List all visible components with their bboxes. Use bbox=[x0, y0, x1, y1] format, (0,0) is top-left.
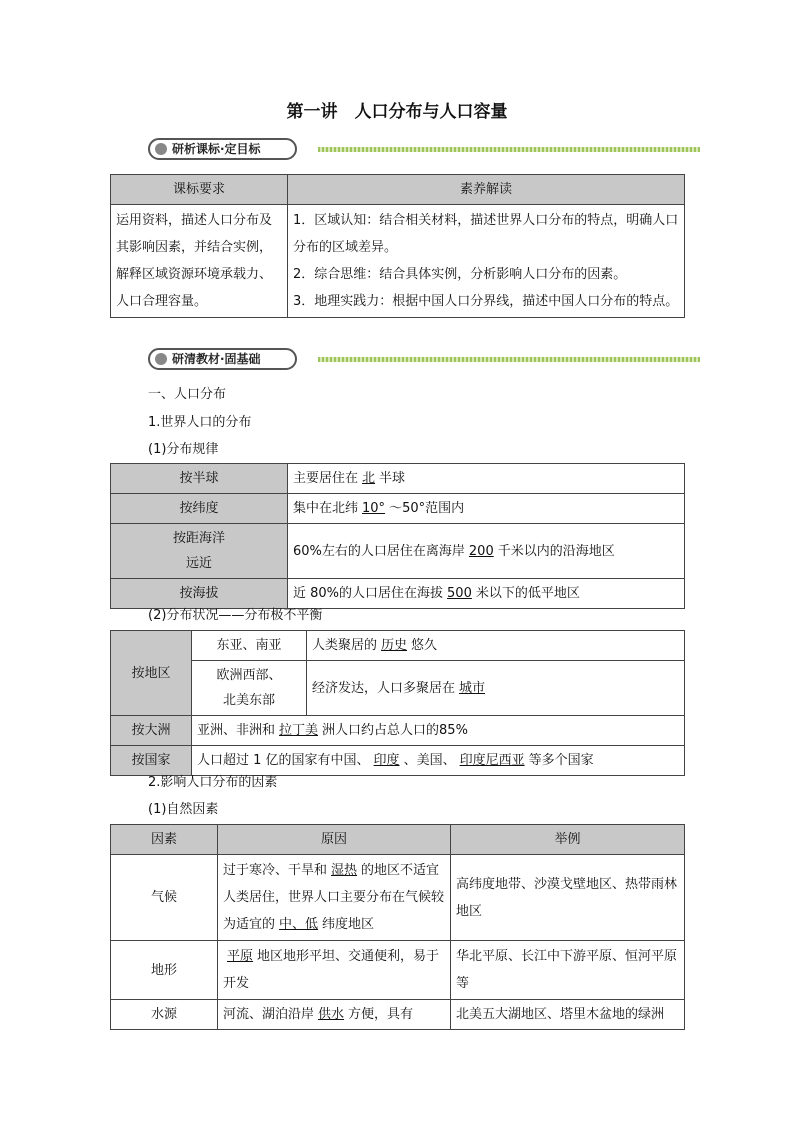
heading-distribution-status: (2)分布状况——分布极不平衡 bbox=[148, 608, 323, 623]
row-ocean-label: 按距海洋 远近 bbox=[111, 524, 288, 579]
literacy-item-3: 3．地理实践力：根据中国人口分界线，描述中国人口分布的特点。 bbox=[293, 294, 679, 309]
example-water: 北美五大湖地区、塔里木盆地的绿洲 bbox=[451, 1000, 685, 1030]
heading-natural-factors: (1)自然因素 bbox=[148, 802, 219, 817]
reason-terrain: 平原 地区地形平坦、交通便利，易于开发 bbox=[218, 941, 451, 1000]
example-terrain: 华北平原、长江中下游平原、恒河平原等 bbox=[451, 941, 685, 1000]
header-standards: 课标要求 bbox=[111, 175, 288, 205]
answer-blank: 印度尼西亚 bbox=[459, 753, 525, 768]
row-altitude-value: 近 80%的人口居住在海拔 500 米以下的低平地区 bbox=[288, 579, 685, 609]
answer-blank: 湿热 bbox=[331, 863, 358, 878]
answer-blank: 北 bbox=[362, 471, 376, 486]
distribution-rules-table bbox=[110, 463, 685, 609]
continent-label: 按大洲 bbox=[111, 716, 192, 746]
row-ocean-value: 60%左右的人口居住在离海岸 200 千米以内的沿海地区 bbox=[288, 524, 685, 579]
natural-factors-table bbox=[110, 824, 685, 1030]
region-east-south-asia: 东亚、南亚 bbox=[192, 631, 307, 661]
answer-blank: 印度 bbox=[373, 753, 400, 768]
banner-label: 研析课标·定目标 bbox=[148, 138, 297, 160]
answer-blank: 历史 bbox=[381, 638, 408, 653]
row-hemisphere-value: 主要居住在 北 半球 bbox=[288, 464, 685, 494]
header-factor: 因素 bbox=[111, 825, 218, 855]
answer-blank: 平原 bbox=[227, 949, 254, 964]
answer-blank: 200 bbox=[468, 543, 494, 559]
literacy-cell bbox=[288, 205, 685, 318]
answer-blank: 供水 bbox=[318, 1007, 345, 1022]
banner-line bbox=[318, 147, 700, 152]
standards-table bbox=[110, 174, 685, 318]
continent-desc: 亚洲、非洲和 拉丁美 洲人口约占总人口的85% bbox=[192, 716, 685, 746]
banner-line bbox=[318, 357, 700, 362]
country-desc: 人口超过 1 亿的国家有中国、 印度 、美国、 印度尼西亚 等多个国家 bbox=[192, 746, 685, 776]
heading-factors: 2.影响人口分布的因素 bbox=[148, 775, 278, 790]
factor-water: 水源 bbox=[111, 1000, 218, 1030]
answer-blank: 拉丁美 bbox=[279, 723, 319, 738]
banner-label: 研清教材·固基础 bbox=[148, 348, 297, 370]
standards-text: 运用资料，描述人口分布及其影响因素，并结合实例，解释区域资源环境承载力、人口合理容量。 bbox=[111, 205, 288, 318]
region-group-label: 按地区 bbox=[111, 631, 192, 716]
reason-water: 河流、湖泊沿岸 供水 方便，具有 bbox=[218, 1000, 451, 1030]
factor-climate: 气候 bbox=[111, 855, 218, 941]
literacy-item-2: 2．综合思维：结合具体实例，分析影响人口分布的因素。 bbox=[293, 267, 627, 282]
region-europe-na-desc: 经济发达，人口多聚居在 城市 bbox=[307, 661, 685, 716]
region-east-south-asia-desc: 人类聚居的 历史 悠久 bbox=[307, 631, 685, 661]
header-example: 举例 bbox=[451, 825, 685, 855]
page-title: 第一讲 人口分布与人口容量 bbox=[286, 102, 508, 122]
row-latitude-label: 按纬度 bbox=[111, 494, 288, 524]
header-reason: 原因 bbox=[218, 825, 451, 855]
reason-climate: 过于寒冷、干旱和 湿热 的地区不适宜人类居住，世界人口主要分布在气候较为适宜的 中、低 纬度地区 bbox=[218, 855, 451, 941]
section-banner-standards bbox=[148, 138, 700, 160]
answer-blank: 中、低 bbox=[279, 917, 319, 932]
country-label: 按国家 bbox=[111, 746, 192, 776]
answer-blank: 500 bbox=[447, 586, 472, 601]
region-europe-na: 欧洲西部、 北美东部 bbox=[192, 661, 307, 716]
example-climate: 高纬度地带、沙漠戈壁地区、热带雨林地区 bbox=[451, 855, 685, 941]
row-hemisphere-label: 按半球 bbox=[111, 464, 288, 494]
heading-population-distribution: 一、人口分布 bbox=[148, 387, 227, 402]
factor-terrain: 地形 bbox=[111, 941, 218, 1000]
answer-blank: 10° bbox=[362, 501, 386, 516]
heading-distribution-rules: (1)分布规律 bbox=[148, 442, 219, 457]
answer-blank: 城市 bbox=[459, 680, 486, 696]
literacy-item-1: 1．区域认知：结合相关材料，描述世界人口分布的特点，明确人口分布的区域差异。 bbox=[293, 213, 679, 255]
section-banner-textbook bbox=[148, 348, 700, 370]
distribution-status-table bbox=[110, 630, 685, 776]
heading-world-distribution: 1.世界人口的分布 bbox=[148, 415, 252, 430]
row-altitude-label: 按海拔 bbox=[111, 579, 288, 609]
header-literacy: 素养解读 bbox=[288, 175, 685, 205]
row-latitude-value: 集中在北纬 10° ～50°范围内 bbox=[288, 494, 685, 524]
